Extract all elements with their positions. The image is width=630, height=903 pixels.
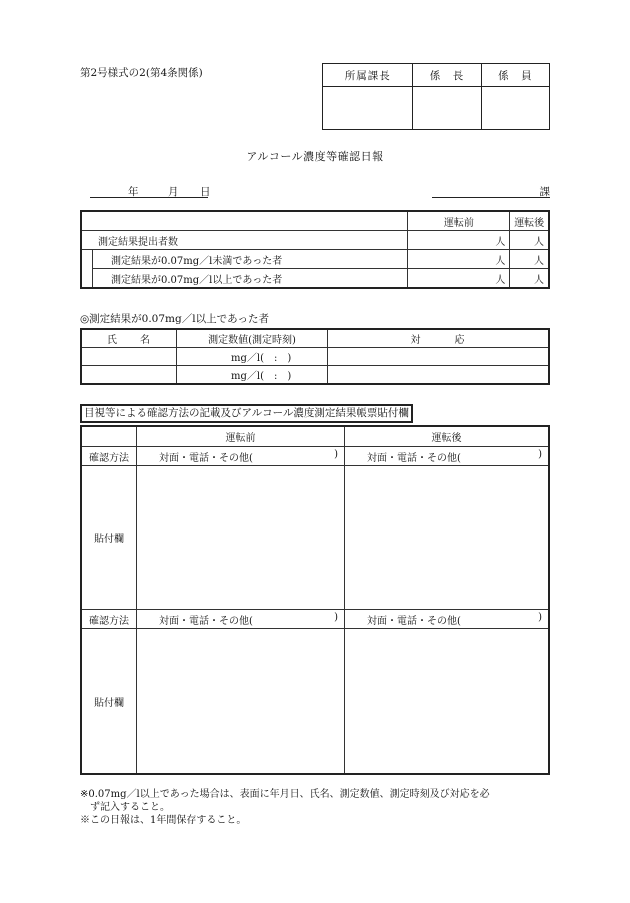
method-close-paren: ): [538, 449, 542, 460]
paste-area-after[interactable]: [345, 466, 550, 610]
approval-stamp-staff[interactable]: [481, 87, 549, 130]
note-line: ず記入すること。: [80, 802, 170, 813]
over-response-cell[interactable]: [328, 348, 550, 366]
summary-before-cell[interactable]: 人: [408, 231, 510, 250]
paste-label: 貼付欄: [81, 629, 137, 775]
form-number: 第2号様式の2(第4条関係): [80, 67, 203, 79]
date-day-label: 日: [200, 186, 211, 198]
paste-area-after[interactable]: [345, 629, 550, 775]
over-col-value: 測定数値(測定時刻): [177, 329, 328, 348]
method-label: 確認方法: [81, 610, 137, 629]
method-section-label: 目視等による確認方法の記載及びアルコール濃度測定結果帳票貼付欄: [80, 404, 413, 423]
note-line: ※0.07mg／l以上であった場合は、表面に年月日、氏名、測定数値、測定時刻及び対応を必: [80, 789, 490, 800]
summary-after-cell[interactable]: 人: [510, 269, 549, 289]
paste-label: 貼付欄: [81, 466, 137, 610]
approval-header-subsection-chief: 係 長: [413, 64, 481, 87]
method-col-before: 運転前: [137, 426, 345, 447]
department-suffix: 課: [539, 186, 550, 198]
summary-row-label: 測定結果提出者数: [81, 231, 408, 250]
over-limit-table: [80, 328, 550, 385]
summary-row-label: 測定結果が0.07mg／l未満であった者: [93, 250, 408, 269]
summary-after-cell[interactable]: 人: [510, 231, 549, 250]
date-year-label: 年: [128, 186, 139, 198]
summary-before-cell[interactable]: 人: [408, 250, 510, 269]
summary-corner: [81, 211, 408, 231]
method-close-paren: ): [538, 612, 542, 623]
method-before-options[interactable]: [137, 447, 345, 466]
approval-stamp-section-chief[interactable]: [323, 87, 413, 130]
over-response-cell[interactable]: [328, 366, 550, 385]
over-limit-section-label: ◎測定結果が0.07mg／l以上であった者: [80, 313, 269, 325]
approval-stamp-table: [322, 63, 550, 130]
over-name-cell[interactable]: [81, 348, 177, 366]
department-field[interactable]: [432, 184, 550, 198]
date-month-label: 月: [168, 186, 179, 198]
date-field[interactable]: [90, 184, 211, 198]
method-after-options[interactable]: [345, 447, 550, 466]
method-close-paren: ): [334, 449, 338, 460]
over-value-cell[interactable]: mg／l( : ): [177, 348, 328, 366]
over-col-name: 氏 名: [81, 329, 177, 348]
method-options-text: 対面・電話・その他(: [367, 615, 461, 627]
summary-col-before: 運転前: [408, 211, 510, 231]
paste-area-before[interactable]: [137, 466, 345, 610]
paste-area-before[interactable]: [137, 629, 345, 775]
method-col-after: 運転後: [345, 426, 550, 447]
summary-indent-stub: [81, 250, 93, 289]
method-after-options[interactable]: [345, 610, 550, 629]
over-col-response: 対 応: [328, 329, 550, 348]
summary-table: [80, 210, 550, 289]
summary-before-cell[interactable]: 人: [408, 269, 510, 289]
summary-col-after: 運転後: [510, 211, 549, 231]
method-header-corner: [81, 426, 137, 447]
over-name-cell[interactable]: [81, 366, 177, 385]
method-options-text: 対面・電話・その他(: [367, 452, 461, 464]
approval-header-section-chief: 所属課長: [323, 64, 413, 87]
approval-stamp-subsection-chief[interactable]: [413, 87, 481, 130]
method-options-text: 対面・電話・その他(: [159, 615, 253, 627]
method-before-options[interactable]: [137, 610, 345, 629]
method-options-text: 対面・電話・その他(: [159, 452, 253, 464]
summary-row-label: 測定結果が0.07mg／l以上であった者: [93, 269, 408, 289]
page-title: アルコール濃度等確認日報: [246, 150, 384, 163]
method-table-header: [80, 425, 550, 775]
method-label: 確認方法: [81, 447, 137, 466]
approval-header-staff: 係 員: [481, 64, 549, 87]
notes: [80, 788, 560, 827]
over-value-cell[interactable]: mg／l( : ): [177, 366, 328, 385]
note-line: ※この日報は、1年間保存すること。: [80, 815, 247, 826]
method-close-paren: ): [334, 612, 338, 623]
summary-after-cell[interactable]: 人: [510, 250, 549, 269]
